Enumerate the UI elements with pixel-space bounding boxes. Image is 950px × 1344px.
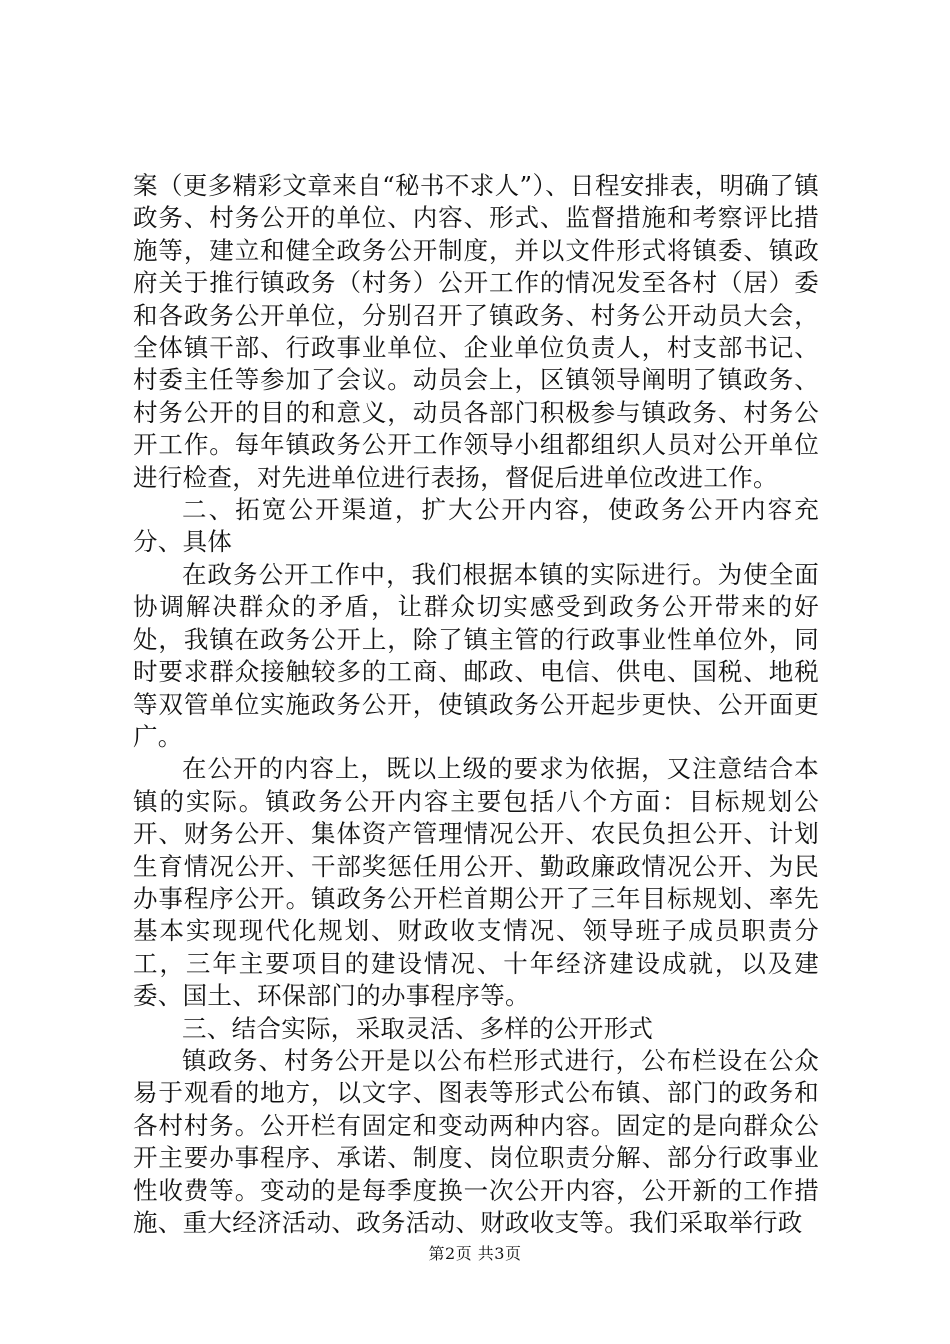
paragraph-bulletin-board: 镇政务、村务公开是以公布栏形式进行，公布栏设在公众易于观看的地方，以文字、图表等形式公布镇、部门的政务和各村村务。公开栏有固定和变动两种内容。固定的是向群众公开主要办事程序、承诺、制度、岗位职责分解、部分行政事业性收费等。变动的是每季度换一次公开内容，公开新的工作措施、重大经济活动、政务活动、财政收支等。我们采取举行政 bbox=[133, 1045, 819, 1237]
document-body bbox=[133, 170, 819, 1239]
section-heading-three: 三、结合实际，采取灵活、多样的公开形式 bbox=[182, 1013, 654, 1043]
paragraph-content-scope: 在公开的内容上，既以上级的要求为依据，又注意结合本镇的实际。镇政务公开内容主要包括八个方面：目标规划公开、财务公开、集体资产管理情况公开、农民负担公开、计划生育情况公开、干部奖惩任用公开、勤政廉政情况公开、为民办事程序公开。镇政务公开栏首期公开了三年目标规划、率先基本实现现代化规划、财政收支情况、领导班子成员职责分工，三年主要项目的建设情况、十年经济建设成就，以及建委、国土、环保部门的办事程序等。 bbox=[133, 754, 819, 1011]
section-heading-two: 二、拓宽公开渠道，扩大公开内容，使政务公开内容充分、具体 bbox=[133, 495, 819, 557]
page-number-footer: 第2页 共3页 bbox=[428, 1244, 522, 1263]
paragraph-work-practice: 在政务公开工作中，我们根据本镇的实际进行。为使全面协调解决群众的矛盾，让群众切实感受到政务公开带来的好处，我镇在政务公开上，除了镇主管的行政事业性单位外，同时要求群众接触较多的工商、邮政、电信、供电、国税、地税等双管单位实施政务公开，使镇政务公开起步更快、公开面更广。 bbox=[133, 559, 819, 751]
paragraph-continuation: 案（更多精彩文章来自“秘书不求人”）、日程安排表，明确了镇政务、村务公开的单位、内容、形式、监督措施和考察评比措施等，建立和健全政务公开制度，并以文件形式将镇委、镇政府关于推行镇政务（村务）公开工作的情况发至各村（居）委和各政务公开单位，分别召开了镇政务、村务公开动员大会，全体镇干部、行政事业单位、企业单位负责人，村支部书记、村委主任等参加了会议。动员会上，区镇领导阐明了镇政务、村务公开的目的和意义，动员各部门积极参与镇政务、村务公开工作。每年镇政务公开工作领导小组都组织人员对公开单位进行检查，对先进单位进行表扬，督促后进单位改进工作。 bbox=[133, 171, 819, 492]
